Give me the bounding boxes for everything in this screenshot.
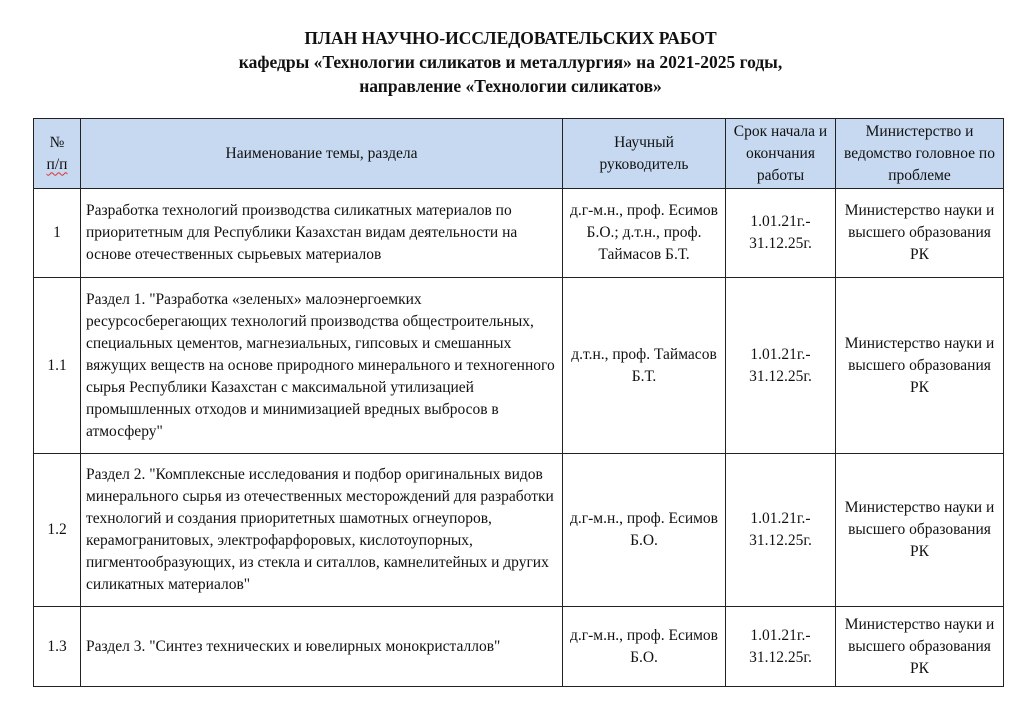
- row-num: 1.1: [34, 278, 81, 454]
- table-row: [34, 278, 1004, 454]
- row-topic: Разработка технологий производства силикатных материалов по приоритетным для Республики Казахстан видам деятельности на основе отечественных сырьевых материалов: [81, 189, 563, 278]
- row-ministry: Министерство науки и высшего образования РК: [836, 454, 1004, 607]
- row-supervisor: д.т.н., проф. Таймасов Б.Т.: [563, 278, 726, 454]
- row-num: 1.3: [34, 607, 81, 687]
- header-num-symbol: №: [49, 133, 65, 151]
- row-term: 1.01.21г.- 31.12.25г.: [726, 607, 836, 687]
- header-term: Срок начала и окончания работы: [726, 119, 836, 189]
- row-num: 1: [34, 189, 81, 278]
- table-row: [34, 607, 1004, 687]
- document-title: [0, 26, 1021, 98]
- header-topic: Наименование темы, раздела: [81, 119, 563, 189]
- table-row: [34, 454, 1004, 607]
- row-topic: Раздел 3. "Синтез технических и ювелирных монокристаллов": [81, 607, 563, 687]
- header-num: [34, 119, 81, 189]
- header-supervisor: Научный руководитель: [563, 119, 726, 189]
- table-row: [34, 189, 1004, 278]
- table-header-row: [34, 119, 1004, 189]
- row-supervisor: д.г-м.н., проф. Есимов Б.О.: [563, 454, 726, 607]
- title-line-1: ПЛАН НАУЧНО-ИССЛЕДОВАТЕЛЬСКИХ РАБОТ: [304, 28, 717, 48]
- row-ministry: Министерство науки и высшего образования РК: [836, 607, 1004, 687]
- row-topic: Раздел 2. "Комплексные исследования и подбор оригинальных видов минерального сырья из отечественных месторождений для разработки технологий и создания приоритетных шамотных огнеупоров, керамогранитовых, электрофарфоровых, кислотоупорных, пигментообразующих, из стекла и ситаллов, камнелитейных и других силикатных материалов": [81, 454, 563, 607]
- row-term: 1.01.21г.- 31.12.25г.: [726, 278, 836, 454]
- header-ministry: Министерство и ведомство головное по проблеме: [836, 119, 1004, 189]
- row-supervisor: д.г-м.н., проф. Есимов Б.О.; д.т.н., проф. Таймасов Б.Т.: [563, 189, 726, 278]
- title-line-3: направление «Технологии силикатов»: [359, 76, 662, 96]
- row-ministry: Министерство науки и высшего образования РК: [836, 278, 1004, 454]
- research-plan-table: [33, 118, 1004, 687]
- row-ministry: Министерство науки и высшего образования РК: [836, 189, 1004, 278]
- row-term: 1.01.21г.- 31.12.25г.: [726, 189, 836, 278]
- row-topic: Раздел 1. "Разработка «зеленых» малоэнергоемких ресурсосберегающих технологий производства общестроительных, специальных цементов, магнезиальных, гипсовых и смешанных вяжущих веществ на основе природного минерального и техногенного сырья Республики Казахстан с максимальной утилизацией промышленных отходов и минимизацией вредных выбросов в атмосферу": [81, 278, 563, 454]
- row-num: 1.2: [34, 454, 81, 607]
- header-num-abbr: п/п: [46, 155, 68, 173]
- title-line-2: кафедры «Технологии силикатов и металлургия» на 2021-2025 годы,: [238, 52, 783, 72]
- row-term: 1.01.21г.- 31.12.25г.: [726, 454, 836, 607]
- row-supervisor: д.г-м.н., проф. Есимов Б.О.: [563, 607, 726, 687]
